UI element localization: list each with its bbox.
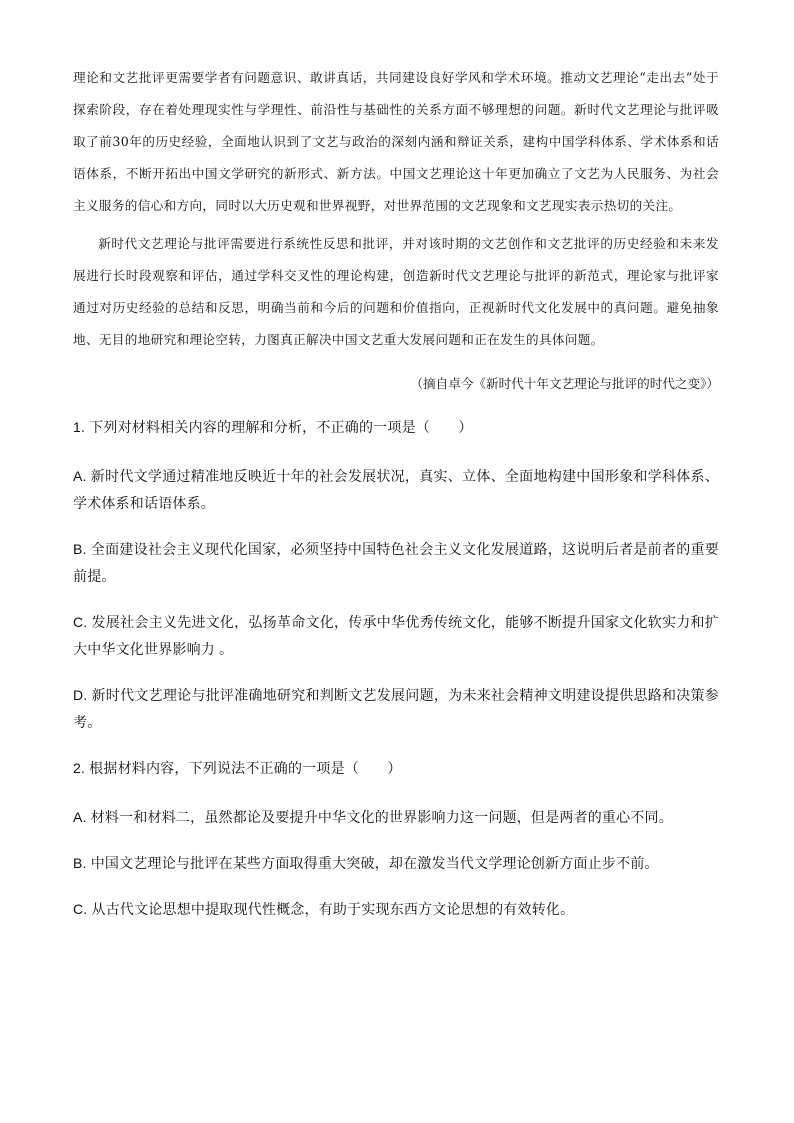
reading-passage: [73, 62, 719, 400]
question-2-option-a: A. 材料一和材料二，虽然都论及要提升中华文化的世界影响力这一问题，但是两者的重心不同。: [73, 809, 673, 825]
question-1-option-a: A. 新时代文学通过精准地反映近十年的社会发展状况，真实、立体、全面地构建中国形象和学科体系、学术体系和话语体系。: [73, 468, 719, 511]
question-2-stem: 2. 根据材料内容，下列说法不正确的一项是（ ）: [73, 760, 402, 776]
question-1-option-d: D. 新时代文艺理论与批评准确地研究和判断文艺发展问题，为未来社会精神文明建设提供思路和决策参考。: [73, 687, 719, 730]
question-1: [73, 414, 719, 736]
passage-paragraph-1: 理论和文艺批评更需要学者有问题意识、敢讲真话，共同建设良好学风和学术环境。推动文艺理论“走出去”处于探索阶段，存在着处理现实性与学理性、前沿性与基础性的关系方面不够理想的问题。新时代文艺理论与批评吸取了前30年的历史经验，全面地认识到了文艺与政治的深刻内涵和辩证关系，建构中国学科体系、学术体系和话语体系，不断开拓出中国文学研究的新形式、新方法。中国文艺理论这十年更加确立了文艺为人民服务、为社会主义服务的信心和方向，同时以大历史观和世界视野，对世界范围的文艺现象和文艺现实表示热切的关注。: [73, 70, 719, 213]
document-page: [73, 62, 719, 923]
question-2-option-b: B. 中国文艺理论与批评在某些方面取得重大突破，却在激发当代文学理论创新方面止步不前。: [73, 855, 659, 871]
passage-paragraph-2: 新时代文艺理论与批评需要进行系统性反思和批评，并对该时期的文艺创作和文艺批评的历史经验和未来发展进行长时段观察和评估，通过学科交叉性的理论构建，创造新时代文艺理论与批评的新范式，理论家与批评家通过对历史经验的总结和反思，明确当前和今后的问题和价值指向，正视新时代文化发展中的真问题。避免抽象地、无目的地研究和理论空转，力图真正解决中国文艺重大发展问题和正在发生的具体问题。: [73, 236, 719, 347]
passage-source: （摘自卓今《新时代十年文艺理论与批评的时代之变》）: [410, 376, 719, 391]
question-1-stem: 1. 下列对材料相关内容的理解和分析，不正确的一项是（ ）: [73, 419, 473, 435]
question-2-option-c: C. 从古代文论思想中提取现代性概念，有助于实现东西方文论思想的有效转化。: [73, 901, 575, 917]
question-1-option-b: B. 全面建设社会主义现代化国家，必须坚持中国特色社会主义文化发展道路，这说明后者是前者的重要前提。: [73, 541, 719, 584]
question-1-option-c: C. 发展社会主义先进文化，弘扬革命文化，传承中华优秀传统文化，能够不断提升国家文化软实力和扩大中华文化世界影响力 。: [73, 614, 719, 657]
question-2: [73, 755, 719, 923]
